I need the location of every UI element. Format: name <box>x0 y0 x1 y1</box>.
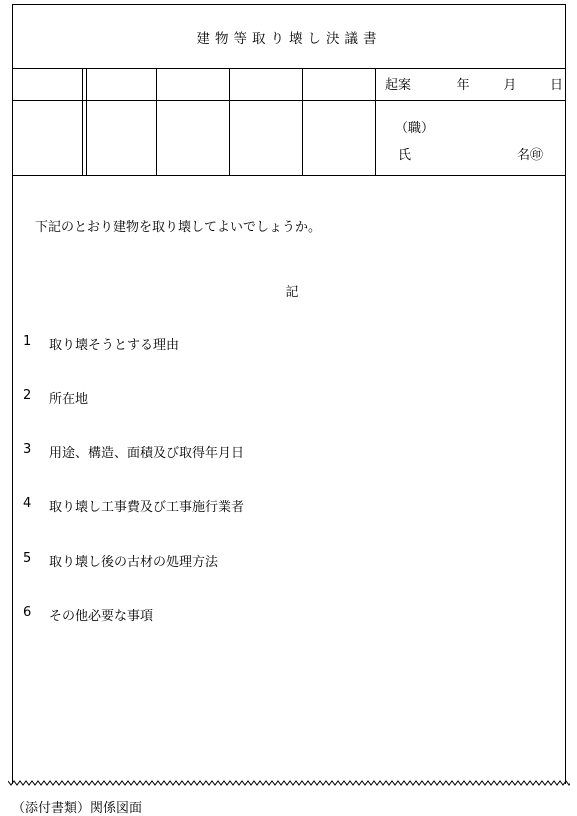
item-text: 用途、構造、面積及び取得年月日 <box>49 446 245 461</box>
draft-date <box>385 74 563 93</box>
name-label: 氏 <box>398 148 412 163</box>
item-number: 4 <box>23 496 32 511</box>
list-item <box>23 334 179 353</box>
list-item <box>23 442 244 461</box>
approval-cell <box>13 68 83 175</box>
intro-text: 下記のとおり建物を取り壊してよいでしょうか。 <box>35 220 322 235</box>
item-number: 1 <box>23 334 32 349</box>
draft-label: 起案 <box>385 78 412 93</box>
item-number: 2 <box>23 388 32 403</box>
grid-row-divider <box>376 100 565 101</box>
approval-cell <box>303 68 376 175</box>
list-item <box>23 605 153 624</box>
grid-row-divider <box>13 100 376 101</box>
year-label: 年 <box>456 78 470 93</box>
item-number: 6 <box>23 605 32 620</box>
day-label: 日 <box>549 78 563 93</box>
month-label: 月 <box>503 78 517 93</box>
list-item <box>23 551 218 570</box>
item-number: 3 <box>23 442 32 457</box>
list-item <box>23 496 244 515</box>
list-item <box>23 388 88 407</box>
item-number: 5 <box>23 551 32 566</box>
ki-heading: 記 <box>285 285 299 300</box>
torn-edge <box>8 778 570 788</box>
position-label: （職） <box>395 121 435 136</box>
approval-cell <box>86 68 157 175</box>
form-title: 建物等取り壊し決議書 <box>13 5 565 69</box>
approval-grid <box>13 68 565 176</box>
approval-cell <box>157 68 230 175</box>
item-text: 取り壊そうとする理由 <box>49 338 180 353</box>
item-text: 所在地 <box>49 392 89 407</box>
item-text: 取り壊し後の古材の処理方法 <box>49 555 219 570</box>
attachment-note: （添付書類）関係図面 <box>12 801 143 816</box>
form-frame <box>12 4 566 784</box>
item-text: その他必要な事項 <box>49 609 154 624</box>
seal-label: 名㊞ <box>517 148 544 163</box>
item-text: 取り壊し工事費及び工事施行業者 <box>49 500 245 515</box>
approval-cell <box>230 68 303 175</box>
